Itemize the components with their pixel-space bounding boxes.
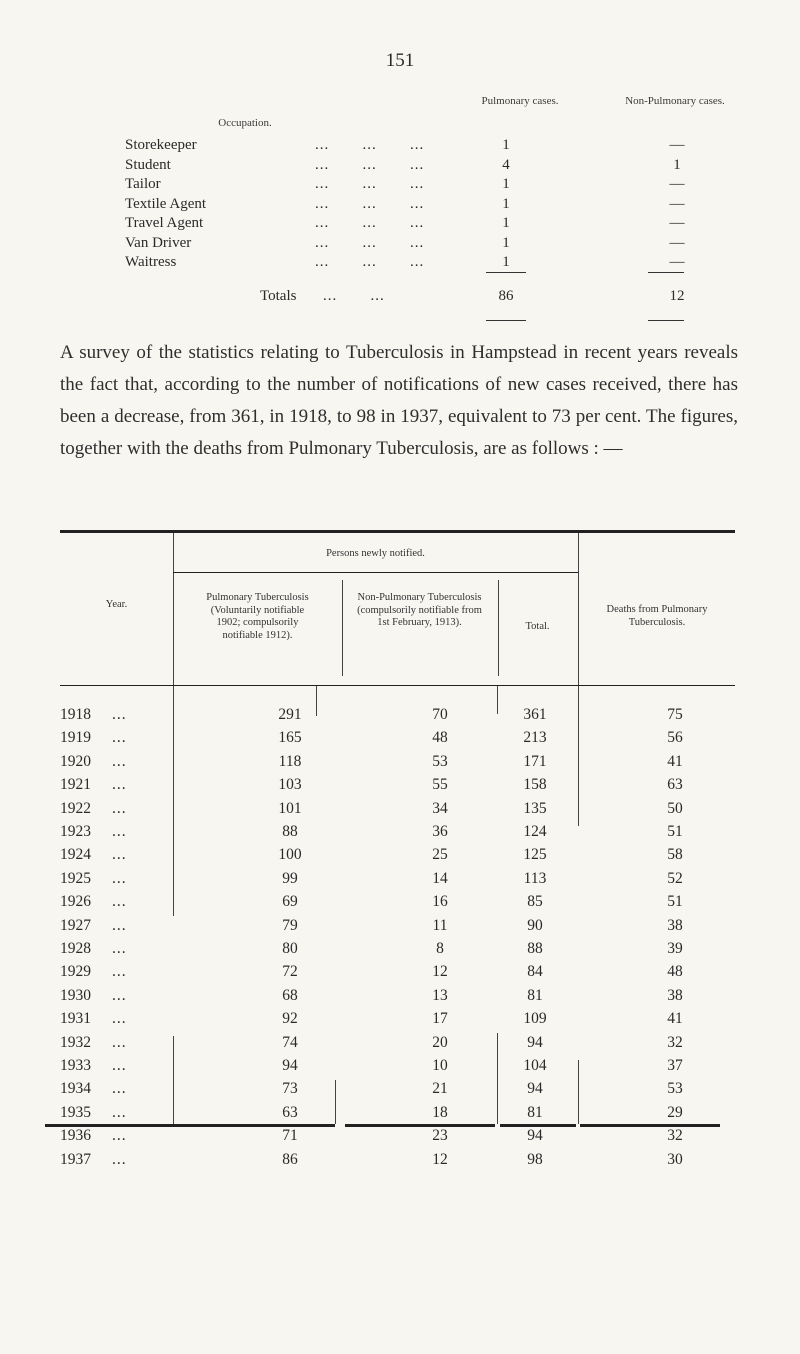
year-row — [60, 870, 740, 893]
pulmonary-cell: 73 — [282, 1080, 298, 1098]
year-cell: 1927 — [60, 916, 91, 934]
leader-dots: ... ... ... — [315, 254, 425, 270]
pulmonary-cell: 79 — [282, 916, 298, 934]
leader-dots: ... — [112, 986, 127, 1004]
leader-dots: ... — [112, 916, 127, 934]
non-pulmonary-count: 1 — [673, 156, 681, 173]
year-row — [60, 1057, 740, 1080]
deaths-cell: 37 — [667, 1057, 683, 1074]
leader-dots: ... — [112, 963, 127, 981]
year-row — [60, 729, 740, 752]
pulmonary-cell: 74 — [282, 1033, 298, 1051]
pulmonary-cell: 99 — [282, 869, 298, 887]
pulmonary-cell: 71 — [282, 1127, 298, 1145]
occupation-name: Travel Agent — [125, 215, 204, 231]
year-row — [60, 823, 740, 846]
leader-dots: ... — [112, 893, 127, 911]
non-pulmonary-cell: 17 — [432, 1010, 448, 1028]
year-row — [60, 753, 740, 776]
non-pulmonary-cell: 20 — [432, 1033, 448, 1051]
total-cell: 98 — [527, 1150, 543, 1168]
pulmonary-cell: 72 — [282, 963, 298, 981]
total-cell: 85 — [527, 893, 543, 911]
totals-pulmonary: 86 — [498, 288, 514, 304]
total-cell: 158 — [523, 776, 547, 794]
non-pulmonary-cell: 36 — [432, 823, 448, 840]
deaths-cell: 51 — [667, 893, 683, 911]
total-cell: 90 — [527, 916, 543, 934]
non-pulmonary-cell: 13 — [432, 986, 448, 1004]
deaths-cell: 32 — [667, 1033, 683, 1051]
year-row — [60, 1127, 740, 1150]
bottom-rule-left — [45, 1124, 335, 1127]
divider-pul — [342, 580, 343, 676]
non-pulmonary-cases-header: Non-Pulmonary cases. — [625, 95, 725, 107]
total-cell: 124 — [523, 823, 547, 840]
year-cell: 1925 — [60, 869, 91, 887]
pulmonary-cases-header: Pulmonary cases. — [481, 95, 559, 107]
year-cell: 1929 — [60, 963, 91, 981]
pulmonary-cell: 92 — [282, 1010, 298, 1028]
year-row — [60, 940, 740, 963]
non-pulmonary-cell: 14 — [432, 869, 448, 887]
occupation-name: Van Driver — [125, 234, 192, 251]
total-cell: 361 — [523, 706, 547, 723]
leader-dots: ... ... ... — [315, 195, 425, 212]
occupation-name: Waitress — [125, 254, 177, 270]
total-header: Total. — [525, 621, 550, 632]
pulmonary-cell: 101 — [278, 799, 302, 817]
deaths-cell: 50 — [667, 799, 683, 817]
leader-dots: ... — [112, 1057, 127, 1074]
pulmonary-cell: 100 — [278, 846, 302, 864]
pulmonary-cell: 68 — [282, 986, 298, 1004]
occupation-row — [125, 176, 725, 196]
occupation-row — [125, 157, 725, 177]
pulmonary-count: 1 — [502, 254, 510, 270]
deaths-cell: 51 — [667, 823, 683, 840]
leader-dots: ... — [112, 1103, 127, 1121]
non-pulmonary-count: — — [669, 137, 685, 153]
non-pulmonary-cell: 23 — [432, 1127, 448, 1145]
non-pulmonary-count: — — [669, 234, 685, 251]
totals-dots: ... ... — [323, 288, 385, 304]
total-cell: 113 — [523, 869, 547, 887]
year-cell: 1936 — [60, 1127, 91, 1145]
non-pulmonary-cell: 16 — [432, 893, 448, 911]
total-cell: 84 — [527, 963, 543, 981]
deaths-cell: 56 — [667, 729, 683, 747]
total-cell: 135 — [523, 799, 547, 817]
non-pulmonary-cell: 70 — [432, 706, 448, 723]
persons-notified-header: Persons newly notified. — [326, 548, 425, 559]
year-cell: 1920 — [60, 752, 91, 770]
totals-row — [125, 288, 725, 308]
year-row — [60, 1034, 740, 1057]
year-cell: 1930 — [60, 986, 91, 1004]
non-pulmonary-count: — — [669, 176, 685, 192]
total-cell: 81 — [527, 986, 543, 1004]
year-header: Year. — [105, 599, 128, 610]
year-row — [60, 917, 740, 940]
non-pulmonary-count: — — [669, 254, 685, 270]
leader-dots: ... ... ... — [315, 215, 425, 231]
deaths-cell: 41 — [667, 1010, 683, 1028]
group-rule — [173, 572, 578, 573]
occupation-name: Student — [125, 156, 171, 173]
year-row — [60, 776, 740, 799]
survey-paragraph: A survey of the statistics relating to Tuberculosis in Hampstead in recent years reveals the fact that, according to the number of notifications of new cases received, there has been a decrease, from 361, in 1918, to 98 in 1937, equivalent to 73 per cent. The figures, together with the deaths from Pulmonary Tuberculosis, are as follows : — — [60, 342, 738, 459]
deaths-cell: 63 — [667, 776, 683, 794]
deaths-cell: 39 — [667, 940, 683, 957]
leader-dots: ... — [112, 1080, 127, 1098]
non-pulmonary-header: Non-Pulmonary Tuberculosis (compulsorily notifiable from 1st February, 1913). — [357, 592, 482, 628]
pulmonary-cell: 118 — [278, 752, 302, 770]
year-cell: 1923 — [60, 823, 91, 840]
divider-deaths — [578, 533, 579, 686]
deaths-cell: 41 — [667, 752, 683, 770]
year-row — [60, 706, 740, 729]
year-cell: 1921 — [60, 776, 91, 794]
occupation-name: Tailor — [125, 176, 161, 192]
total-cell: 94 — [527, 1033, 543, 1051]
non-pulmonary-cell: 53 — [432, 752, 448, 770]
year-cell: 1919 — [60, 729, 91, 747]
total-cell: 94 — [527, 1080, 543, 1098]
occupation-name: Storekeeper — [125, 137, 197, 153]
year-cell: 1924 — [60, 846, 91, 864]
total-cell: 125 — [523, 846, 547, 864]
header-bottom-rule — [60, 685, 735, 686]
leader-dots: ... — [112, 1127, 127, 1145]
occupation-row — [125, 235, 725, 255]
total-cell: 171 — [523, 752, 547, 770]
pulmonary-cell: 86 — [282, 1150, 298, 1168]
occupation-row — [125, 196, 725, 216]
year-row — [60, 987, 740, 1010]
deaths-cell: 30 — [667, 1150, 683, 1168]
year-row — [60, 800, 740, 823]
leader-dots: ... — [112, 869, 127, 887]
leader-dots: ... — [112, 1150, 127, 1168]
non-pulmonary-cell: 34 — [432, 799, 448, 817]
pulmonary-cell: 63 — [282, 1103, 298, 1121]
non-pulmonary-cell: 21 — [432, 1080, 448, 1098]
year-cell: 1935 — [60, 1103, 91, 1121]
total-cell: 109 — [523, 1010, 547, 1028]
year-row — [60, 963, 740, 986]
non-pulmonary-cell: 55 — [432, 776, 448, 794]
leader-dots: ... ... ... — [315, 234, 425, 251]
total-cell: 213 — [523, 729, 547, 747]
deaths-cell: 32 — [667, 1127, 683, 1145]
leader-dots: ... — [112, 752, 127, 770]
leader-dots: ... — [112, 846, 127, 864]
year-cell: 1928 — [60, 940, 91, 957]
occupation-name: Textile Agent — [125, 195, 207, 212]
year-cell: 1937 — [60, 1150, 91, 1168]
pulmonary-cell: 80 — [282, 940, 298, 957]
deaths-cell: 29 — [667, 1103, 683, 1121]
deaths-cell: 38 — [667, 986, 683, 1004]
pulmonary-cell: 291 — [278, 706, 302, 723]
pulmonary-count: 1 — [502, 215, 510, 231]
year-cell: 1933 — [60, 1057, 91, 1074]
pulmonary-count: 4 — [502, 156, 510, 173]
totals-rule-bottom-right — [648, 320, 684, 321]
leader-dots: ... ... ... — [315, 156, 425, 173]
totals-label: Totals — [260, 288, 297, 304]
totals-rule-top-left — [486, 272, 526, 273]
total-cell: 88 — [527, 940, 543, 957]
occupation-row — [125, 137, 725, 157]
non-pulmonary-cell: 10 — [432, 1057, 448, 1074]
occupation-row — [125, 215, 725, 235]
totals-rule-bottom-left — [486, 320, 526, 321]
deaths-cell: 52 — [667, 869, 683, 887]
deaths-cell: 53 — [667, 1080, 683, 1098]
pulmonary-cell: 103 — [278, 776, 302, 794]
occupation-row — [125, 254, 725, 274]
leader-dots: ... ... ... — [315, 137, 425, 153]
non-pulmonary-cell: 12 — [432, 963, 448, 981]
bottom-rule-right — [580, 1124, 720, 1127]
non-pulmonary-cell: 18 — [432, 1103, 448, 1121]
pulmonary-cell: 69 — [282, 893, 298, 911]
page-number: 151 — [385, 50, 415, 71]
year-cell: 1926 — [60, 893, 91, 911]
divider-nonpul — [498, 580, 499, 676]
year-row — [60, 846, 740, 869]
non-pulmonary-cell: 11 — [432, 916, 448, 934]
deaths-cell: 38 — [667, 916, 683, 934]
deaths-header: Deaths from Pulmonary Tuberculosis. — [606, 604, 708, 628]
bottom-rule-mid — [345, 1124, 495, 1127]
non-pulmonary-cell: 12 — [432, 1150, 448, 1168]
leader-dots: ... — [112, 776, 127, 794]
total-cell: 104 — [523, 1057, 547, 1074]
occupation-header: Occupation. — [218, 117, 272, 129]
year-row — [60, 1080, 740, 1103]
year-row — [60, 1151, 740, 1174]
deaths-cell: 58 — [667, 846, 683, 864]
year-row — [60, 893, 740, 916]
year-row — [60, 1010, 740, 1033]
leader-dots: ... — [112, 823, 127, 840]
year-cell: 1918 — [60, 706, 91, 723]
pulmonary-count: 1 — [502, 137, 510, 153]
non-pulmonary-count: — — [669, 215, 685, 231]
non-pulmonary-count: — — [669, 195, 685, 212]
totals-rule-top-right — [648, 272, 684, 273]
leader-dots: ... — [112, 729, 127, 747]
year-cell: 1931 — [60, 1010, 91, 1028]
pulmonary-cell: 88 — [282, 823, 298, 840]
deaths-cell: 75 — [667, 706, 683, 723]
non-pulmonary-cell: 48 — [432, 729, 448, 747]
leader-dots: ... — [112, 940, 127, 957]
deaths-cell: 48 — [667, 963, 683, 981]
pulmonary-header: Pulmonary Tuberculosis (Voluntarily notifiable 1902; compulsorily notifiable 1912). — [206, 592, 309, 641]
leader-dots: ... — [112, 1010, 127, 1028]
leader-dots: ... ... ... — [315, 176, 425, 192]
pulmonary-count: 1 — [502, 234, 510, 251]
leader-dots: ... — [112, 1033, 127, 1051]
non-pulmonary-cell: 25 — [432, 846, 448, 864]
non-pulmonary-cell: 8 — [436, 940, 444, 957]
pulmonary-cell: 94 — [282, 1057, 298, 1074]
leader-dots: ... — [112, 706, 127, 723]
total-cell: 81 — [527, 1103, 543, 1121]
year-cell: 1934 — [60, 1080, 91, 1098]
leader-dots: ... — [112, 799, 127, 817]
totals-non-pulmonary: 12 — [669, 288, 685, 304]
total-cell: 94 — [527, 1127, 543, 1145]
year-cell: 1922 — [60, 799, 91, 817]
bottom-rule-total — [500, 1124, 576, 1127]
pulmonary-count: 1 — [502, 176, 510, 192]
pulmonary-cell: 165 — [278, 729, 302, 747]
pulmonary-count: 1 — [502, 195, 510, 212]
table-top-rule — [60, 530, 735, 533]
year-cell: 1932 — [60, 1033, 91, 1051]
